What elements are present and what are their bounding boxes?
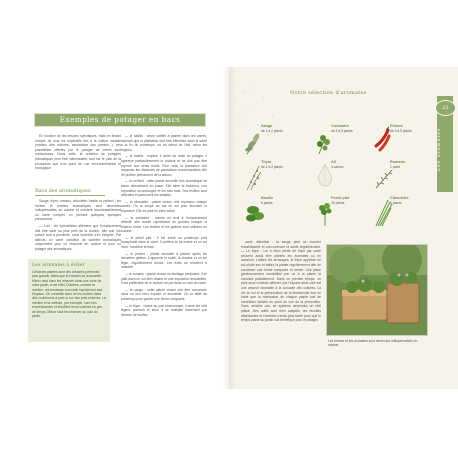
herb-basilic xyxy=(243,196,307,239)
paragraph: — le basilic : espèce à isoler du reste du potager, il apprécie particulièrement la chaleur et ne doit pas être exposé aux vents froids. Pour cela, la plantation doit respecter les distances de plantations recommandées afin de profiter pleinement de la saison. xyxy=(121,154,207,177)
photo-caption: Les herbes et les aromates sont devenues indispensables en cuisine. xyxy=(328,339,418,348)
paragraph: — la coriandre : semée en avril à l'emplacement définitif, elle monte rapidement en graines lorsque la chaleur arrive. Les feuilles et les graines sont utilisées en cuisine. xyxy=(121,215,207,234)
herb-count: 5 plants xyxy=(261,201,273,205)
chapter-tab-label: Les aromates xyxy=(437,127,442,171)
section-title: Exemples de potager en bacs xyxy=(59,115,181,124)
herb-count: de 3 à 5 plants xyxy=(331,129,353,133)
subhead-rule xyxy=(35,195,105,196)
herb-count: de 3 à 5 plants xyxy=(390,129,412,133)
avoid-title: Les aromates à éviter xyxy=(32,263,85,268)
paragraph: Sauge, thym, romarin, ciboulette, basilic et cerfeuil : les herbes et plantes aromatiques sont devenues indispensables en cuisine et méritent incontestablement un carré complet, en prenant quelques quelques précautions. xyxy=(35,199,121,222)
herb-name: Coriandre xyxy=(331,124,349,128)
left-column-1b xyxy=(35,199,121,254)
herb-ciboulette xyxy=(372,196,436,239)
left-column-1 xyxy=(35,134,121,173)
herb-name: Ciboulette xyxy=(390,196,409,200)
paragraph: — le cerfeuil : cette plante annuelle très aromatique se sème directement en place. Elle aime la fraîcheur, une exposition mi-ombragée et les sols frais. Ses feuilles sont délicates et parfument les salades. xyxy=(121,179,207,198)
herb-selection-title: Notre sélection d'aromates xyxy=(290,90,367,96)
herb-count: 3 caïeux xyxy=(331,165,344,169)
herb-count: de 1 à 2 plants xyxy=(261,165,283,169)
avoid-text: Certaines plantes sont des arbustes pérennes plus grands, telles que le romarin ou la lavande. Mieux vaut donc les réserver dans une zone de votre jardin, à cet effet. D'autres, comme la menthe, ont tendance à envahir rapidement tout l'espace. On conseille alors de les cultiver dans des contenants à part ou sur des pots enterrés. La menthe et la mélisse, par exemple, sont très envahissantes et étouffent leurs voisines en peu de temps. Mieux vaut les réserver au coin du jardin. xyxy=(32,270,106,319)
raised-bed-photo xyxy=(326,244,428,336)
paragraph: — la sauge : cette plante vivace doit être conservée dans un lieu bien exposé et ensoleillé. On la taille au printemps pour garder une forme compacte. xyxy=(121,287,207,301)
herb-name: Basilic xyxy=(261,196,274,200)
herb-count: 1 plant xyxy=(390,165,400,169)
herb-count: 6 plants xyxy=(390,201,402,205)
section-banner xyxy=(35,114,205,126)
herb-name: Thym xyxy=(261,160,272,164)
paragraph: carré. Attention : la sauge peut se montrer envahissante et concurrencer la santé régulièrement. — Le thym : Lui à deux pieds de thym par carré peuvent aussi être plantés les aromates ou en automne. Limitez les arrosages, le thym apprécie un sol plutôt sec et taillez la plante régulièrement afin de conserver une forme compacte et dense. Une place généreusement ensoleillée par un à la plante la convient parfaitement. Dans ce premier temps, on peut sans contexte affirmer que l'espace ainsi créé est une amorce favorable à la conduite des cultures. La vie du sol et la préservation de la biodiversité font en sorte que la maturation de chaque plante soit de conditions idéales du point de vue de la prévention. Dans certains cas, ce système deviendra un réel plaisir. Des outils sont bien adaptés, les récoltes abondantes et l'entretien rendu plus facile pour que le temps passé au jardin soit bénéfique pour le potager. xyxy=(241,240,321,323)
paragraph: — la ciboulette : plante vivace, elle repousse chaque année. On la coupe au ras du sol pour favoriser la repousse. Elle se plaît en plein soleil. xyxy=(121,199,207,213)
subhead-aromatiques: Bacs des aromatiques xyxy=(35,188,91,194)
herb-persil xyxy=(313,196,377,239)
paragraph: — le piment : plante annuelle à planter après les dernières gelées, il apprécie le soleil, la chaleur et un sol léger, régulièrement arrosé. Les fruits se récoltent à maturité. xyxy=(121,251,207,270)
herb-name: Romarin xyxy=(390,160,406,164)
herb-name: Sauge xyxy=(261,124,273,128)
herb-name: Piment xyxy=(390,124,403,128)
herb-count: 30 plants xyxy=(331,201,345,205)
paragraph: — le thym : vivace au port buissonnant, il aime les sols légers, pauvres et secs. Il se multiplie facilement par division de touffes. xyxy=(121,303,207,317)
left-column-2 xyxy=(121,134,207,319)
herb-count: de 1 à 2 plants xyxy=(261,129,283,133)
herb-name: Persil plat xyxy=(331,196,350,200)
raised-bed-illustration xyxy=(327,245,427,335)
intro-paragraph: En fonction de les besoins spécifiques, mais en tenant compte de tous les impératifs liés à la culture durable (rotation des cultures, association des plantes...), ces possibilités offertes par le potager de carrés sont nombreuses. Dans celle, la création de potagers thématiques peut être intéressante, tant sur le plan de la production que d'un point de vue environnemental et écologique. xyxy=(35,134,121,171)
rosemary-icon xyxy=(372,160,406,194)
paragraph: — le basilic : seule variété à planter dans les carrés, sachant que la plantation doit être effectuée dans le carré à la fin du printemps, ou au début de l'été, selon les régions. xyxy=(121,134,207,152)
paragraph: — le romarin : plante vivace au feuillage persistant, il se plaît dans un sol bien drainé et une exposition ensoleillée. Il est préférable de le cultiver en pot dans un coin du carré. xyxy=(121,272,207,286)
avoid-box xyxy=(28,259,110,342)
herb-name: Ail xyxy=(331,160,336,164)
paragraph: — L'ail : les spécialistes affirment que l'emplacement doit être situé au plus près de la cuisine, afin que l'on puisse tout à proximité, sans toutefois s'en éloigner. Par ailleurs, un carré constitué de variétés aromatiques uniquement pour un réservoir en cuisine et pour un potager des aromatiques. xyxy=(35,223,121,251)
paragraph: — le persil plat : il est semé au printemps puis transplanté dans le carré. Il préfère la mi-ombre et un sol riche, humifère et frais. xyxy=(121,235,207,250)
page-number: 23 xyxy=(435,100,456,116)
right-column-text xyxy=(241,240,321,325)
